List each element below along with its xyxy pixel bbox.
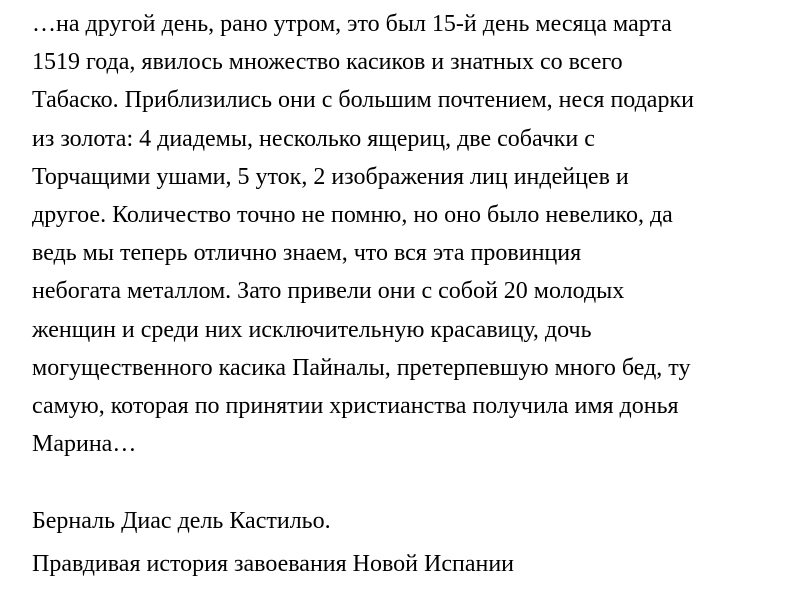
quote-line: 1519 года, явилось множество касиков и знатных со всего [32, 49, 623, 76]
quote-line: Марина… [32, 431, 137, 458]
source-title: Правдивая история завоевания Новой Испании [32, 551, 515, 577]
quote-line: другое. Количество точно не помню, но оно было невелико, да [32, 201, 673, 228]
quote-line: самую, которая по принятии христианства получила имя донья [32, 392, 679, 419]
quote-line: женщин и среди них исключительную красавицу, дочь [32, 316, 592, 343]
quote-line: Торчащими ушами, 5 уток, 2 изображения лиц индейцев и [32, 163, 629, 190]
quote-line: небогата металлом. Зато привели они с собой 20 молодых [32, 278, 625, 305]
quote-line: Табаско. Приблизились они с большим почтением, неся подарки [32, 87, 694, 114]
quote-line: ведь мы теперь отлично знаем, что вся эта провинция [32, 240, 582, 267]
quote-line: могущественного касика Пайналы, претерпевшую много бед, ту [32, 354, 691, 381]
author-name: Берналь Диас дель Кастильо. [32, 508, 331, 534]
quote-line: из золота: 4 диадемы, несколько ящериц, две собачки с [32, 125, 595, 152]
quote-line: …на другой день, рано утром, это был 15-й день месяца марта [32, 11, 672, 37]
quote-text [32, 5, 792, 463]
